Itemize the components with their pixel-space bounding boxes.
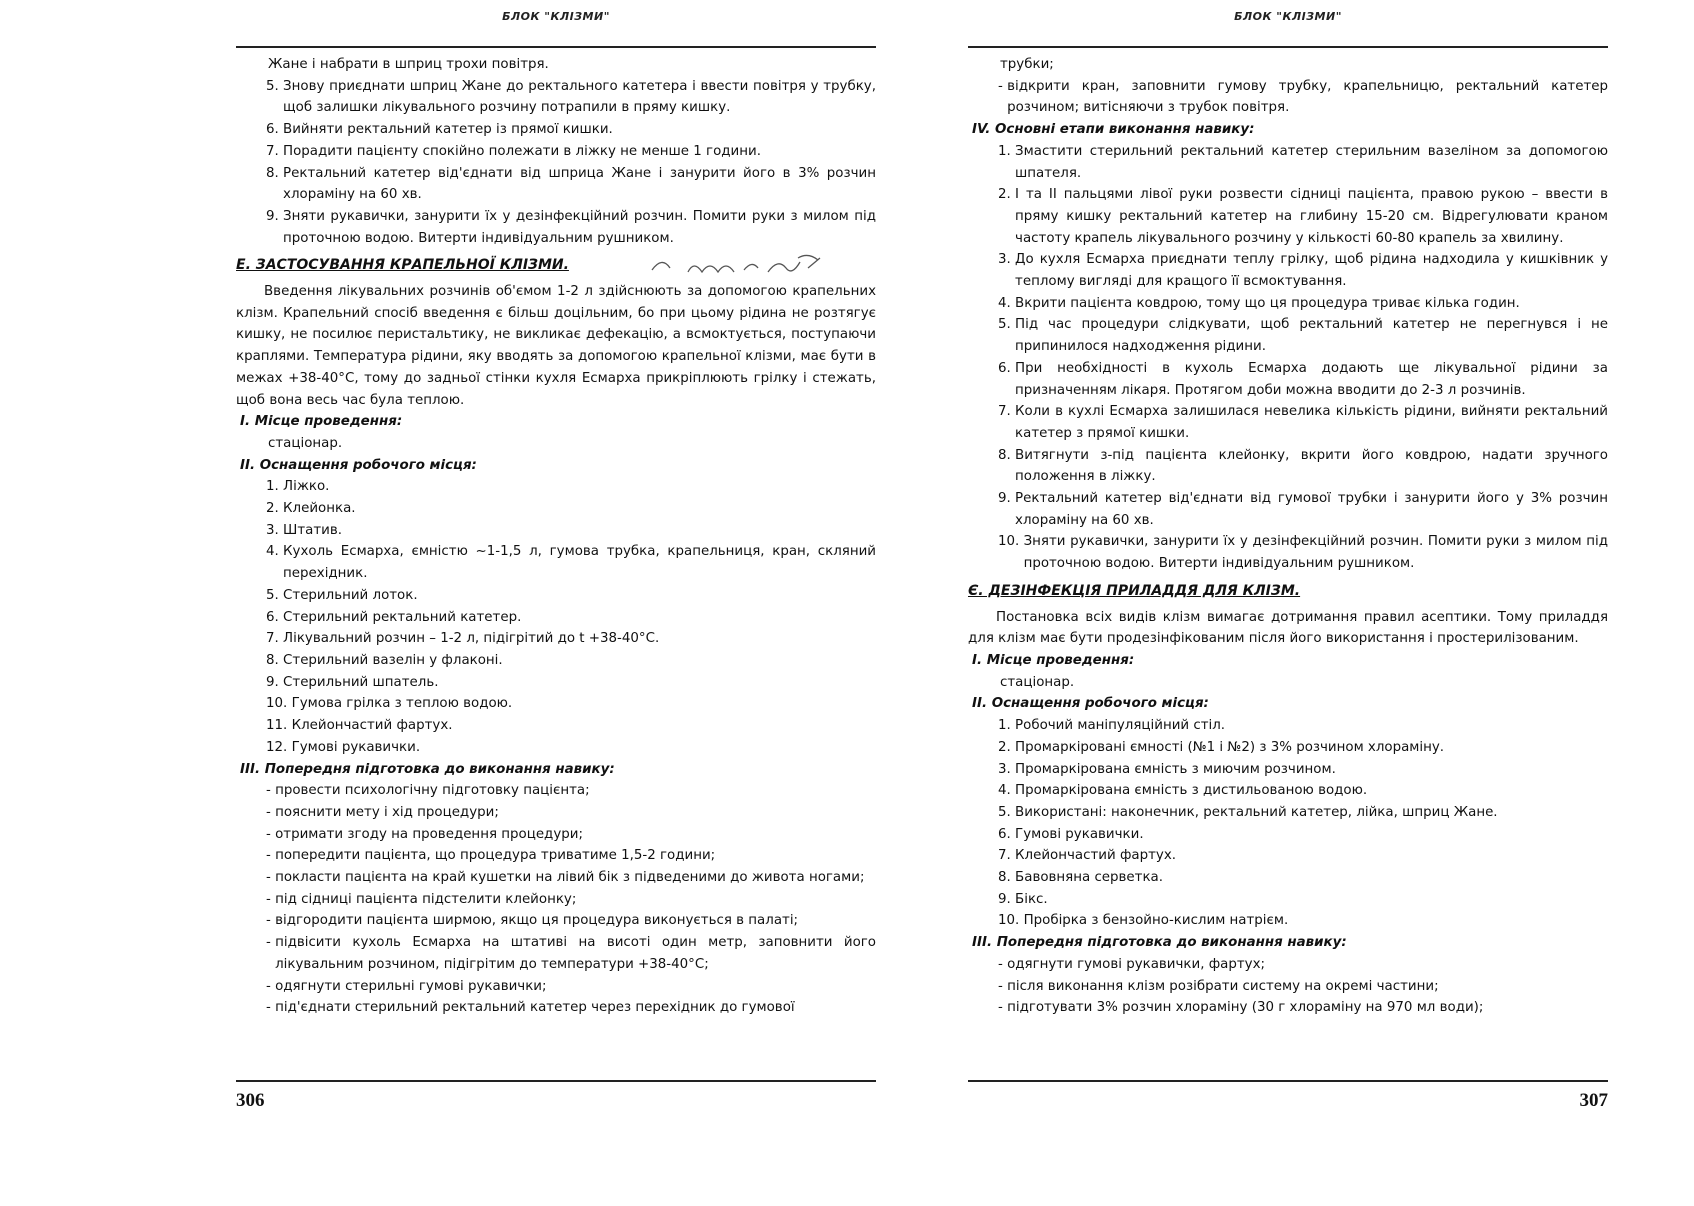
prep-item: [968, 997, 1608, 1019]
heading-place: І. Місце проведення:: [972, 652, 1135, 668]
prep-item: [236, 802, 876, 824]
prep-item: [236, 976, 876, 998]
equipment-item-marker: 1.: [998, 718, 1016, 734]
stages-list: [968, 141, 1608, 575]
equipment-item-marker: 9.: [998, 891, 1016, 907]
prep-item: [236, 932, 876, 975]
prep-item: [968, 954, 1608, 976]
equipment-item: [236, 650, 876, 672]
stage-item-marker: 7.: [998, 404, 1016, 420]
equipment-item: [236, 476, 876, 498]
equipment-item-marker: 4.: [998, 783, 1016, 799]
equipment-item: [968, 824, 1608, 846]
prep-item-text: підвісити кухоль Есмарха на штативі на висоті один метр, заповнити його лікувальним розчином, підігрітим до температури +38-40°С;: [275, 935, 876, 972]
running-head: БЛОК "КЛІЗМИ": [502, 10, 610, 23]
equipment-item-text: Стерильний шпатель.: [283, 674, 439, 690]
prep-item-marker: -: [266, 848, 276, 864]
page-body: [236, 54, 876, 1019]
equipment-item-text: Промаркірована ємність з дистильованою водою.: [1015, 783, 1368, 799]
step-item-text: Знову приєднати шприц Жане до ректального катетера і ввести повітря у трубку, щоб залишки лікувального розчину потрапили в пряму кишку.: [283, 78, 876, 116]
stage-item-marker: 1.: [998, 143, 1016, 159]
continued-item: - відкрити кран, заповнити гумову трубку, крапельницю, ректальний катетер розчином; витісняючи з трубок повітря.: [968, 76, 1608, 119]
stage-item-text: Під час процедури слідкувати, щоб ректальний катетер не перегнувся і не припинилося надходження рідини.: [1015, 317, 1608, 355]
equipment-item-marker: 5.: [998, 804, 1016, 820]
equipment-item-text: Бавовняна серветка.: [1015, 870, 1164, 886]
stage-item: [968, 401, 1608, 444]
equipment-item: [236, 628, 876, 650]
prep-item: [236, 867, 876, 889]
prep-item: [236, 910, 876, 932]
page-number: 307: [1579, 1090, 1608, 1111]
right-page: [968, 0, 1608, 1206]
intro-paragraph: Постановка всіх видів клізм вимагає дотримання правил асептики. Тому приладдя для клізм має бути продезінфікованим після його використання і простерилізованим.: [968, 609, 1608, 647]
equipment-item-text: Використані: наконечник, ректальний катетер, лійка, шприц Жане.: [1015, 804, 1498, 820]
equipment-item: [236, 693, 876, 715]
prep-item-text: одягнути стерильні гумові рукавички;: [275, 978, 547, 994]
equipment-item-text: Штатив.: [283, 522, 343, 538]
stage-item-text: Ректальний катетер від'єднати від гумової трубки і занурити його у 3% розчин хлораміну на 60 хв.: [1015, 491, 1608, 528]
prep-item-text: отримати згоду на проведення процедури;: [275, 826, 583, 842]
equipment-item-text: Гумові рукавички.: [1015, 826, 1144, 842]
step-item: [236, 163, 876, 206]
stage-item: [968, 445, 1608, 488]
equipment-item-text: Клейончастий фартух.: [291, 718, 453, 734]
equipment-item-marker: 1.: [266, 479, 284, 495]
bottom-rule: [968, 1080, 1608, 1082]
prep-item-marker: -: [998, 978, 1008, 994]
equipment-item-marker: 4.: [266, 544, 284, 560]
equipment-item-marker: 11.: [266, 718, 292, 734]
equipment-item-marker: 9.: [266, 674, 284, 690]
stage-item-marker: 10.: [998, 534, 1024, 550]
heading-place: І. Місце проведення:: [240, 414, 403, 430]
stage-item: [968, 293, 1608, 315]
step-item-marker: 6.: [266, 122, 284, 138]
stage-item-marker: 9.: [998, 491, 1016, 507]
stage-item-marker: 3.: [998, 252, 1016, 268]
stage-item: [968, 249, 1608, 292]
stage-item: [968, 314, 1608, 357]
equipment-item-marker: 7.: [998, 848, 1016, 864]
page-body: [968, 54, 1608, 1019]
equipment-item-text: Стерильний вазелін у флаконі.: [283, 652, 503, 668]
equipment-item: [236, 672, 876, 694]
preparation-list: [236, 780, 876, 1019]
heading-preparation: ІІІ. Попередня підготовка до виконання навику:: [972, 935, 1347, 951]
step-item-marker: 5.: [266, 78, 284, 94]
prep-item: [236, 997, 876, 1019]
equipment-item: [968, 759, 1608, 781]
section-title: Є. ДЕЗІНФЕКЦІЯ ПРИЛАДДЯ ДЛЯ КЛІЗМ.: [968, 582, 1301, 599]
prep-item-text: відгородити пацієнта ширмою, якщо ця процедура виконується в палаті;: [275, 913, 799, 929]
equipment-item-text: Бікс.: [1015, 891, 1048, 907]
step-item-text: Ректальний катетер від'єднати від шприца Жане і занурити його в 3% розчин хлораміну на 60 хв.: [283, 165, 876, 203]
equipment-item-text: Клейонка.: [283, 501, 356, 517]
equipment-item-marker: 12.: [266, 739, 292, 755]
stage-item-marker: 2.: [998, 187, 1016, 203]
prep-item-marker: -: [998, 1000, 1008, 1016]
equipment-item: [236, 498, 876, 520]
prep-item-text: під'єднати стерильний ректальний катетер через перехідник до гумової: [275, 1000, 795, 1016]
prep-item: [236, 824, 876, 846]
prep-item-marker: -: [266, 870, 276, 886]
preparation-list: [968, 954, 1608, 1019]
running-head: БЛОК "КЛІЗМИ": [1234, 10, 1342, 23]
prep-item-text: попередити пацієнта, що процедура триватиме 1,5-2 години;: [275, 848, 716, 864]
equipment-item: [236, 715, 876, 737]
prep-item-marker: -: [266, 783, 276, 799]
stage-item-marker: 6.: [998, 360, 1016, 376]
prep-item-marker: -: [998, 956, 1008, 972]
stage-item-text: До кухля Есмарха приєднати теплу грілку, щоб рідина надходила у кишківник у теплому вигляді для кращого її всмоктування.: [1015, 252, 1608, 290]
step-item: [236, 206, 876, 249]
equipment-item-text: Робочий маніпуляційний стіл.: [1015, 718, 1226, 734]
stage-item-marker: 8.: [998, 447, 1016, 463]
equipment-item-text: Стерильний ректальний катетер.: [283, 609, 522, 625]
prep-item: [236, 889, 876, 911]
heading-preparation: ІІІ. Попередня підготовка до виконання навику:: [240, 761, 615, 777]
equipment-list: [968, 715, 1608, 932]
left-page: [236, 0, 876, 1206]
prep-item-marker: -: [266, 826, 276, 842]
equipment-item: [968, 802, 1608, 824]
equipment-item-marker: 2.: [998, 739, 1016, 755]
equipment-item-marker: 3.: [998, 761, 1016, 777]
stage-item-text: Коли в кухлі Есмарха залишилася невелика кількість рідини, вийняти ректальний катетер з прямої кишки.: [1015, 404, 1608, 441]
equipment-item-marker: 2.: [266, 501, 284, 517]
prep-item-text: пояснити мету і хід процедури;: [275, 804, 499, 820]
equipment-item: [236, 520, 876, 542]
equipment-item-marker: 8.: [266, 652, 284, 668]
heading-equipment: ІІ. Оснащення робочого місця:: [240, 457, 477, 473]
continued-item-text: відкрити кран, заповнити гумову трубку, крапельницю, ректальний катетер розчином; витісняючи з трубок повітря.: [1007, 78, 1608, 116]
stage-item-marker: 5.: [998, 317, 1016, 333]
equipment-item-text: Промаркіровані ємності (№1 і №2) з 3% розчином хлораміну.: [1015, 739, 1445, 755]
equipment-item: [968, 780, 1608, 802]
step-item-text: Зняти рукавички, занурити їх у дезінфекційний розчин. Помити руки з милом під проточною водою. Витерти індивідуальним рушником.: [283, 208, 876, 246]
equipment-item-text: Клейончастий фартух.: [1015, 848, 1177, 864]
prep-item-text: під сідниці пацієнта підстелити клейонку;: [275, 891, 577, 907]
equipment-item: [236, 585, 876, 607]
step-item-marker: 8.: [266, 165, 284, 181]
equipment-item-text: Пробірка з бензойно-кислим натрієм.: [1023, 913, 1289, 929]
step-item: [236, 119, 876, 141]
equipment-item: [968, 910, 1608, 932]
prep-item-text: одягнути гумові рукавички, фартух;: [1007, 956, 1266, 972]
equipment-item-text: Кухоль Есмарха, ємністю ~1-1,5 л, гумова трубка, крапельниця, кран, скляний перехідник.: [283, 544, 876, 582]
stage-item-marker: 4.: [998, 295, 1016, 311]
equipment-item: [236, 737, 876, 759]
equipment-item: [236, 541, 876, 584]
equipment-list: [236, 476, 876, 758]
step-item-marker: 7.: [266, 143, 284, 159]
equipment-item-marker: 6.: [266, 609, 284, 625]
step-item-marker: 9.: [266, 208, 284, 224]
stage-item-text: Вкрити пацієнта ковдрою, тому що ця процедура триває кілька годин.: [1015, 295, 1520, 311]
step-item: [236, 76, 876, 119]
page-number: 306: [236, 1090, 265, 1111]
equipment-item-marker: 10.: [266, 696, 292, 712]
continued-line: Жане і набрати в шприц трохи повітря.: [268, 57, 549, 72]
step-item-text: Порадити пацієнту спокійно полежати в ліжку не менше 1 години.: [283, 143, 761, 159]
prep-item: [236, 780, 876, 802]
step-item-text: Вийняти ректальний катетер із прямої кишки.: [283, 122, 613, 138]
equipment-item-text: Гумові рукавички.: [291, 739, 421, 755]
stage-item: [968, 488, 1608, 531]
equipment-item: [968, 867, 1608, 889]
top-rule: [968, 46, 1608, 48]
prep-item-marker: -: [266, 935, 276, 951]
prep-item-marker: -: [266, 891, 276, 907]
stage-item: [968, 531, 1608, 574]
equipment-item: [968, 889, 1608, 911]
stage-item-text: При необхідності в кухоль Есмарха додають ще лікувальної рідини за призначенням лікаря. Протягом доби можна вводити до 2-3 л розчинів.: [1015, 360, 1608, 398]
equipment-item-text: Гумова грілка з теплою водою.: [291, 696, 513, 712]
stage-item-text: І та ІІ пальцями лівої руки розвести сідниці пацієнта, правою рукою – ввести в пряму кишку ректальний катетер на глибину 15-20 см. Відрегулювати краном частоту крапель лікувального розчину у кількості 60-80 крапель за хвилину.: [1015, 187, 1608, 246]
equipment-item-marker: 10.: [998, 913, 1024, 929]
equipment-item-text: Лікувальний розчин – 1-2 л, підігрітий до t +38-40°С.: [283, 631, 660, 647]
steps-list: [236, 76, 876, 250]
continued-line: трубки;: [1000, 57, 1054, 72]
prep-item-marker: -: [266, 804, 276, 820]
bottom-rule: [236, 1080, 876, 1082]
prep-item-text: провести психологічну підготовку пацієнта;: [275, 783, 590, 799]
equipment-item-marker: 8.: [998, 870, 1016, 886]
stage-item-text: Змастити стерильний ректальний катетер стерильним вазеліном за допомогою шпателя.: [1015, 143, 1608, 181]
step-item: [236, 141, 876, 163]
equipment-item-marker: 3.: [266, 522, 284, 538]
top-rule: [236, 46, 876, 48]
heading-stages: IV. Основні етапи виконання навику:: [972, 122, 1255, 138]
stage-item: [968, 358, 1608, 401]
prep-item-marker: -: [266, 978, 276, 994]
prep-item-text: покласти пацієнта на край кушетки на лівий бік з підведеними до живота ногами;: [275, 870, 865, 886]
equipment-item: [968, 737, 1608, 759]
equipment-item: [236, 607, 876, 629]
prep-item: [236, 845, 876, 867]
prep-item-text: після виконання клізм розібрати систему на окремі частини;: [1007, 978, 1439, 994]
equipment-item-text: Промаркірована ємність з миючим розчином.: [1015, 761, 1336, 777]
equipment-item-text: Ліжко.: [283, 479, 330, 495]
equipment-item: [968, 715, 1608, 737]
heading-equipment: ІІ. Оснащення робочого місця:: [972, 696, 1209, 712]
prep-item-marker: -: [266, 913, 276, 929]
stage-item-text: Зняти рукавички, занурити їх у дезінфекційний розчин. Помити руки з милом під проточною водою. Витерти індивідуальним рушником.: [1023, 534, 1608, 572]
place-text: стаціонар.: [268, 435, 343, 451]
stage-item-text: Витягнути з-під пацієнта клейонку, вкрити його ковдрою, надати зручного положення в ліжку.: [1015, 447, 1608, 485]
equipment-item: [968, 845, 1608, 867]
place-text: стаціонар.: [1000, 674, 1075, 690]
stage-item: [968, 184, 1608, 249]
handwritten-scribble: [648, 250, 848, 280]
equipment-item-text: Стерильний лоток.: [283, 587, 418, 603]
equipment-item-marker: 5.: [266, 587, 284, 603]
prep-item: [968, 976, 1608, 998]
prep-item-text: підготувати 3% розчин хлораміну (30 г хлораміну на 970 мл води);: [1007, 1000, 1484, 1016]
section-title: Е. ЗАСТОСУВАННЯ КРАПЕЛЬНОЇ КЛІЗМИ.: [236, 257, 569, 274]
stage-item: [968, 141, 1608, 184]
equipment-item-marker: 6.: [998, 826, 1016, 842]
intro-paragraph: Введення лікувальних розчинів об'ємом 1-2 л здійснюють за допомогою крапельних клізм. Крапельний спосіб введення є більш доцільним, бо при цьому рідина не розтягує кишку, не посилює перистальтику, не викликає дефекацію, а всмоктується, поступаючи краплями. Температура рідини, яку вводять за допомогою крапельної клізми, має бути в межах +38-40°С, тому до задньої стінки кухля Есмарха прикріплюють грілку і стежать, щоб вона весь час була теплою.: [236, 284, 876, 408]
equipment-item-marker: 7.: [266, 631, 284, 647]
prep-item-marker: -: [266, 1000, 276, 1016]
